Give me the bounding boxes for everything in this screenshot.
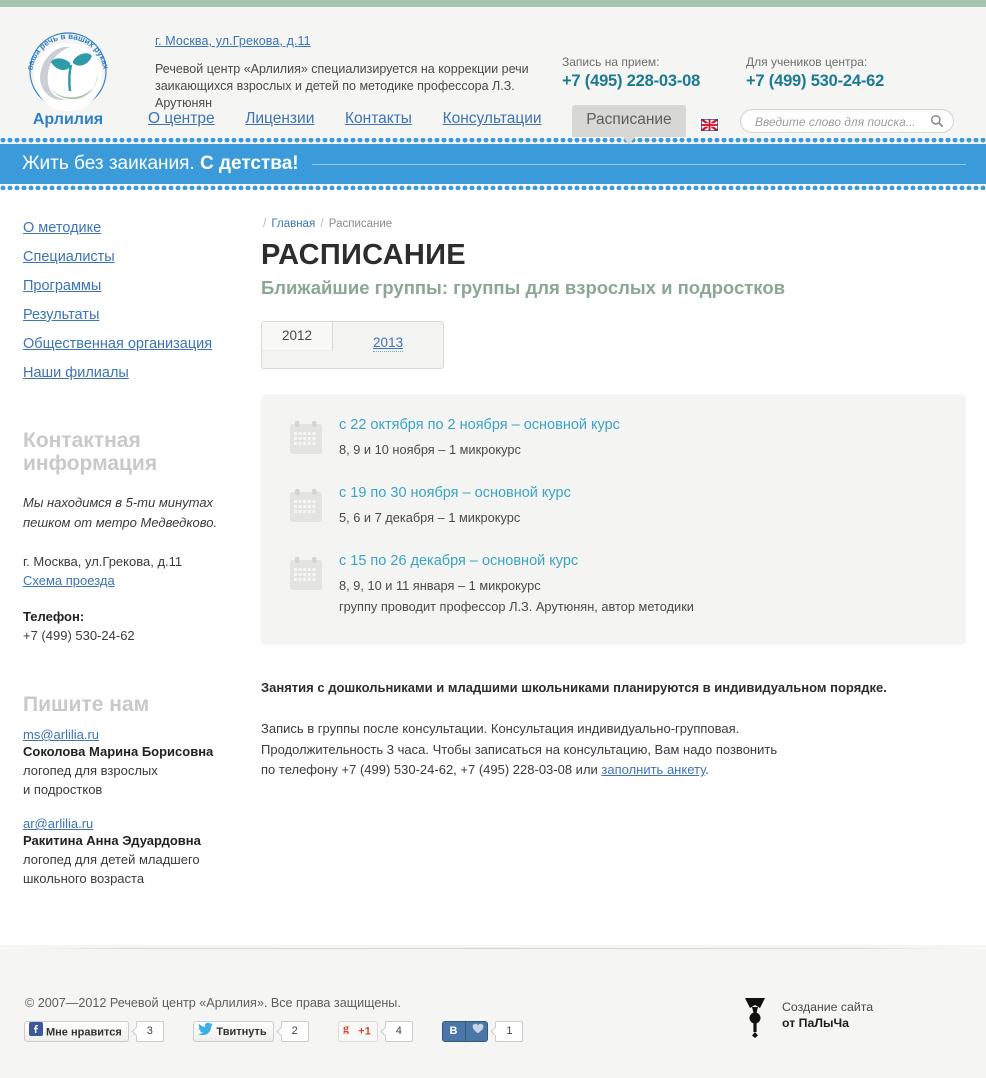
google-plus-one-button[interactable] [338, 1021, 378, 1042]
vkontakte-label: В [449, 1025, 458, 1037]
facebook-like-label: Мне нравится [46, 1026, 122, 1039]
twitter-tweet-button[interactable] [193, 1021, 273, 1042]
sidebar-navigation [23, 220, 240, 382]
sidebar-contact-heading-line1: Контактная [23, 429, 141, 452]
breadcrumb [261, 218, 966, 230]
breadcrumb-sep-2: / [320, 218, 324, 230]
schedule-item-title[interactable]: с 15 по 26 декабря – основной курс [339, 553, 579, 569]
site-credit[interactable] [742, 996, 962, 1042]
sidebar-person-1 [23, 727, 240, 799]
svg-text:Арлилия: Арлилия [32, 111, 104, 128]
calendar-icon [289, 557, 323, 591]
sidebar-item-public-organization[interactable]: Общественная организация [23, 336, 213, 352]
sidebar-person-2-role-line2: школьного возраста [23, 871, 145, 886]
page-subtitle: Ближайшие группы: группы для взрослых и подростков [261, 277, 785, 298]
students-phone-number: +7 (499) 530-24-62 [746, 72, 885, 90]
sidebar-spacer [23, 590, 240, 607]
calendar-glyph [289, 557, 323, 591]
enrollment-note-line3-post: . [705, 762, 709, 777]
banner-slogan-bold: С детства! [200, 153, 299, 174]
google-plus-glyph [343, 1022, 355, 1034]
breadcrumb-sep-1: / [263, 218, 267, 230]
students-phone-label: Для учеников центра: [746, 55, 868, 69]
sidebar-phone-label: Телефон: [23, 609, 85, 624]
sidebar-phone-block [23, 607, 240, 645]
nav-item-licenses[interactable]: Лицензии [245, 110, 315, 127]
calendar-icon [289, 489, 323, 523]
schedule-item [261, 484, 966, 530]
tagline-line-2: заикающихся взрослых и детей по методике профессора Л.З. Арутюнян [155, 79, 515, 110]
main-navigation [148, 105, 745, 135]
calendar-glyph [289, 421, 323, 455]
schedule-item-detail: 8, 9, 10 и 11 января – 1 микрокурс [339, 578, 541, 593]
search-icon[interactable] [930, 114, 944, 128]
year-tab-2012[interactable]: 2012 [262, 322, 333, 351]
sidebar-contact-heading-line2: информация [23, 452, 158, 475]
year-tab-2013[interactable]: 2013 [373, 335, 404, 350]
google-plus-group [338, 1021, 413, 1042]
sidebar [0, 190, 240, 888]
sidebar-item-branches[interactable]: Наши филиалы [23, 365, 129, 381]
individual-lessons-note: Занятия с дошкольниками и младшими школьниками планируются в индивидуальном порядке. [261, 680, 887, 695]
sidebar-location-note-line2: пешком от метро Медведково. [23, 515, 218, 530]
site-header [0, 7, 986, 138]
nav-item-o-centre[interactable]: О центре [148, 110, 215, 127]
sidebar-person-spacer [23, 799, 240, 816]
site-logo[interactable] [18, 29, 118, 129]
facebook-glyph [29, 1022, 43, 1036]
vkontakte-like-button[interactable] [442, 1021, 488, 1042]
enrollment-note-line3-pre: по телефону +7 (499) 530-24-62, +7 (495) 228-03-08 или [261, 762, 602, 777]
search-box[interactable] [740, 109, 954, 133]
main-content [261, 190, 966, 781]
facebook-like-count[interactable]: 3 [136, 1021, 164, 1042]
google-plus-one-count[interactable]: 4 [385, 1021, 413, 1042]
schedule-item-detail: 5, 6 и 7 декабря – 1 микрокурс [339, 510, 521, 525]
schedule-item-title[interactable]: с 19 по 30 ноября – основной курс [339, 485, 571, 501]
google-plus-one-label: +1 [358, 1025, 371, 1038]
sidebar-address-block [23, 552, 240, 590]
palych-logo-glyph [742, 996, 768, 1038]
schedule-item [261, 416, 966, 462]
sidebar-person-2-email[interactable]: ar@arlilia.ru [23, 816, 94, 831]
sidebar-contact-heading [23, 429, 240, 475]
year-tabs [261, 321, 444, 369]
uk-flag-icon[interactable] [701, 113, 718, 125]
twitter-icon [198, 1022, 213, 1042]
facebook-like-group [24, 1021, 164, 1042]
sidebar-item-methodology[interactable]: О методике [23, 220, 102, 236]
search-input[interactable] [753, 112, 925, 132]
nav-item-schedule[interactable]: Расписание [572, 105, 685, 137]
calendar-icon [289, 421, 323, 455]
banner-slogan [22, 153, 299, 175]
sidebar-location-note [23, 493, 240, 533]
facebook-icon [29, 1022, 43, 1043]
appointment-phone-label: Запись на прием: [562, 55, 660, 69]
breadcrumb-home[interactable]: Главная [271, 218, 316, 230]
slogan-banner [0, 144, 986, 184]
copyright: © 2007—2012 Речевой центр «Арлилия». Все права защищены. [25, 996, 401, 1010]
page-title: РАСПИСАНИЕ [261, 239, 466, 271]
twitter-tweet-group [193, 1021, 308, 1042]
banner-slogan-normal: Жить без заикания. [22, 153, 200, 174]
sidebar-address: г. Москва, ул.Грекова, д.11 [23, 554, 183, 569]
sidebar-item-programs[interactable]: Программы [23, 278, 102, 294]
header-address-link[interactable]: г. Москва, ул.Грекова, д.11 [155, 34, 311, 48]
twitter-glyph [198, 1022, 213, 1035]
enrollment-note [261, 719, 966, 781]
uk-flag-glyph [701, 119, 718, 131]
sidebar-person-2-role-line1: логопед для детей младшего [23, 852, 200, 867]
tagline-line-1: Речевой центр «Арлилия» специализируется на коррекции речи [155, 62, 529, 76]
students-phone-block [746, 55, 884, 91]
sidebar-person-2 [23, 816, 240, 888]
sidebar-phone-number: +7 (499) 530-24-62 [23, 628, 135, 643]
banner-rule [312, 164, 966, 165]
site-footer [0, 949, 986, 1078]
heart-glyph [472, 1023, 484, 1034]
nav-item-contacts[interactable]: Контакты [344, 110, 412, 127]
enrollment-note-line2: Продолжительность 3 часа. Чтобы записаться на консультацию, Вам надо позвонить [261, 741, 778, 757]
schedule-item [261, 552, 966, 617]
twitter-tweet-count[interactable]: 2 [281, 1021, 309, 1042]
sidebar-location-note-line1: Мы находимся в 5-ти минутах [23, 495, 214, 510]
twitter-tweet-label: Твитнуть [216, 1025, 267, 1038]
google-plus-icon [343, 1022, 355, 1041]
palych-logo-icon [742, 996, 768, 1038]
sidebar-person-1-name: Соколова Марина Борисовна [23, 744, 214, 759]
sidebar-person-1-role-line2: и подростков [23, 782, 103, 797]
sidebar-item-results[interactable]: Результаты [23, 307, 100, 323]
enrollment-note-line1: Запись в группы после консультации. Консультация индивидуально-групповая. [261, 721, 740, 736]
appointment-phone-number: +7 (495) 228-03-08 [562, 72, 701, 90]
heart-icon[interactable] [465, 1022, 484, 1041]
credit-line-1: Создание сайта [782, 1000, 874, 1014]
sidebar-person-2-name: Ракитина Анна Эдуардовна [23, 833, 201, 848]
fill-form-link[interactable]: заполнить анкету [601, 762, 706, 777]
schedule-panel [261, 394, 966, 645]
sidebar-person-1-email[interactable]: ms@arlilia.ru [23, 727, 100, 742]
top-accent-strip [0, 0, 986, 7]
schedule-item-detail: группу проводит профессор Л.З. Арутюнян, автор методики [339, 599, 694, 614]
sidebar-item-specialists[interactable]: Специалисты [23, 249, 115, 265]
logo-icon [18, 29, 118, 129]
calendar-glyph [289, 489, 323, 523]
search-glyph [930, 114, 944, 128]
facebook-like-button[interactable] [24, 1021, 129, 1042]
year-tab-2013-wrap [333, 322, 443, 368]
svg-text:g: g [343, 1022, 350, 1034]
social-buttons [24, 1021, 549, 1042]
breadcrumb-current: Расписание [328, 218, 393, 230]
page-body [0, 190, 986, 945]
vkontakte-like-count[interactable]: 1 [495, 1021, 523, 1042]
appointment-phone-block [562, 55, 700, 91]
schedule-item-detail: 8, 9 и 10 ноября – 1 микрокурс [339, 442, 521, 457]
sidebar-write-us-heading: Пишите нам [23, 693, 150, 716]
nav-item-consultations[interactable]: Консультации [442, 110, 542, 127]
vkontakte-group [442, 1021, 523, 1042]
credit-line-2: от ПаЛыЧа [782, 1016, 849, 1030]
schedule-item-title[interactable]: с 22 октября по 2 ноября – основной курс [339, 417, 620, 433]
sidebar-person-1-role-line1: логопед для взрослых [23, 763, 158, 778]
svg-text:ваша речь в ваших руках: ваша речь в ваших руках [25, 31, 111, 71]
sidebar-map-link[interactable]: Схема проезда [23, 573, 115, 588]
